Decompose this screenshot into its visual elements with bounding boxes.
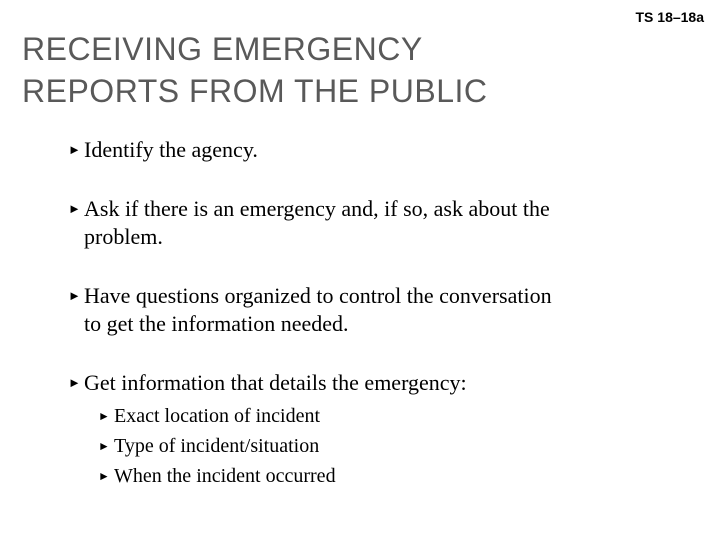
bullet-item (68, 282, 668, 338)
bullet-arrow-icon: ► (68, 201, 81, 216)
slide-title-line-1: RECEIVING EMERGENCY (22, 31, 423, 67)
sub-bullet-item (98, 431, 668, 461)
slide-number: TS 18–18a (635, 9, 704, 25)
bullet-list (68, 136, 668, 491)
bullet-text: Identify the agency. (84, 137, 258, 162)
bullet-item (68, 195, 668, 251)
sub-bullet-arrow-icon: ► (98, 409, 110, 423)
sub-bullet-item (98, 461, 668, 491)
bullet-text-continued: problem. (84, 224, 163, 249)
bullet-text: Have questions organized to control the conversation (84, 283, 552, 308)
bullet-item (68, 369, 668, 491)
slide-title (22, 28, 582, 112)
slide-title-line-2: REPORTS FROM THE PUBLIC (22, 73, 488, 109)
bullet-arrow-icon: ► (68, 375, 81, 390)
bullet-arrow-icon: ► (68, 288, 81, 303)
bullet-text-continued: to get the information needed. (84, 311, 349, 336)
sub-bullet-list (84, 401, 668, 491)
bullet-text: Get information that details the emergency: (84, 370, 467, 395)
bullet-item (68, 136, 668, 164)
sub-bullet-arrow-icon: ► (98, 469, 110, 483)
bullet-text: Ask if there is an emergency and, if so, ask about the (84, 196, 550, 221)
sub-bullet-arrow-icon: ► (98, 439, 110, 453)
sub-bullet-text: Type of incident/situation (114, 435, 320, 457)
bullet-arrow-icon: ► (68, 142, 81, 157)
sub-bullet-item (98, 401, 668, 431)
sub-bullet-text: When the incident occurred (114, 465, 336, 487)
sub-bullet-text: Exact location of incident (114, 405, 321, 427)
